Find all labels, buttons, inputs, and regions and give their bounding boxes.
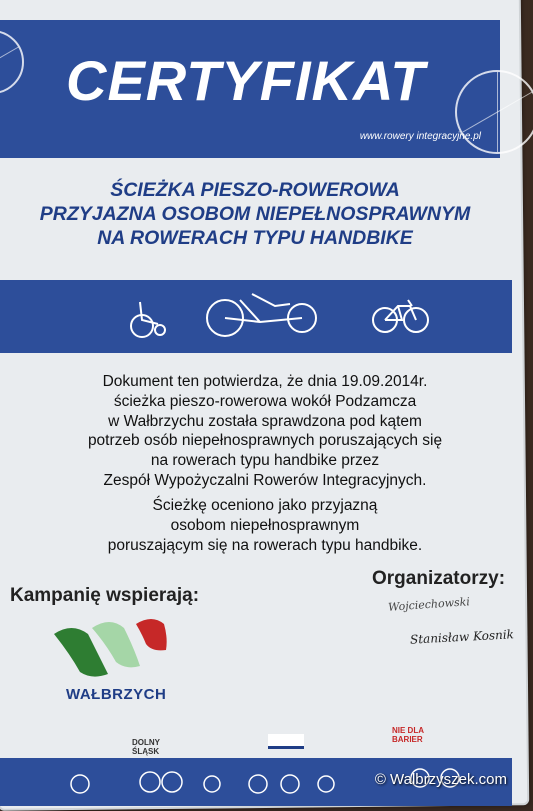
website-url: www.rowery integracyjne.pl [359, 131, 481, 142]
handbike-icon [207, 294, 316, 336]
walbrzych-logo-text: WAŁBRZYCH [66, 686, 167, 703]
signature: Stanisław Kosnik [409, 627, 515, 647]
subtitle-line: ŚCIEŻKA PIESZO-ROWEROWA [110, 179, 400, 201]
walbrzych-logo-icon [52, 614, 172, 686]
nie-dla-barier-logo: NIE DLA BARIER [392, 726, 424, 744]
certificate-title: CERTYFIKAT [66, 49, 426, 112]
paragraph-certifies: Dokument ten potwierdza, że dnia 19.09.2014r. ścieżka pieszo-rowerowa wokół Podzamcza w Wałbrzychu została sprawdzona pod kątem potrzeb osób niepełnosprawnych poruszających się na rowerach typu handbike przez Zespół Wypożyczalni Rowerów Integracyjnych. [87, 373, 443, 489]
watermark: © Walbrzyszek.com [374, 771, 507, 788]
bicycle-wheel-icon [0, 30, 24, 94]
wheelchair-icon [131, 302, 165, 337]
subtitle-line: PRZYJAZNA OSOBOM NIEPEŁNOSPRAWNYM [39, 203, 471, 225]
signature: Wojciechowski [387, 595, 471, 614]
organizers-heading: Organizatorzy: [372, 568, 506, 589]
partner-logo [268, 734, 304, 749]
subtitle-line: NA ROWERACH TYPU HANDBIKE [97, 227, 413, 249]
bicycle-icon [373, 300, 428, 332]
bikes-band [0, 280, 512, 353]
paragraph-rating: Ścieżkę oceniono jako przyjazną osobom niepełnosprawnym poruszającym się na rowerach typu handbike. [107, 497, 423, 554]
supporters-heading: Kampanię wspierają: [10, 585, 200, 606]
dolny-slask-logo: DOLNY ŚLĄSK [132, 738, 160, 756]
bikes-illustration [0, 280, 512, 353]
